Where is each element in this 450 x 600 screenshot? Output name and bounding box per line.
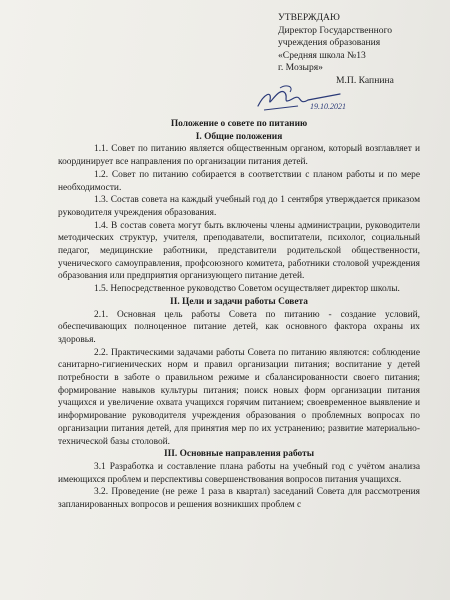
approval-school-name: «Средняя школа №13 [278, 49, 366, 61]
section-heading-directions: III. Основные направления работы [163, 449, 315, 460]
paragraph-3-2: 3.2. Проведение (не реже 1 раза в квартал) заседаний Совета для рассмотрения запланированных вопросов и решения возникших проблем с [58, 487, 420, 511]
section-heading-general: I. Общие положения [195, 131, 283, 142]
approval-signer-name: М.П. Капнина [336, 74, 394, 86]
approval-institution: учреждения образования [278, 37, 381, 48]
approval-heading: УТВЕРЖДАЮ [278, 12, 340, 23]
approval-position: Директор Государственного [278, 24, 393, 36]
paragraph-1-4: 1.4. В состав совета могут быть включены члены администрации, руководители методических структур, учителя, преподаватели, воспитатели, психолог, социальный педагог, медицинские работники, представители родительской общественности, ученического самоуправления, профсоюзного комитета, работники столовой учреждения образования или предприятия организующего питание детей. [58, 220, 420, 282]
document-body [58, 118, 420, 512]
paragraph-1-3: 1.3. Состав совета на каждый учебный год до 1 сентября утверждается приказом руководителя учреждения образования. [58, 195, 420, 218]
signature-date: 19.10.2021 [310, 102, 346, 111]
paragraph-1-2: 1.2. Совет по питанию собирается в соответствии с планом работы и по мере необходимости. [58, 169, 420, 193]
paragraph-2-1: 2.1. Основная цель работы Совета по питанию - создание условий, обеспечивающих полноценное питание детей, как основного фактора охраны их здоровья. [58, 309, 420, 345]
approval-city: г. Мозыря» [278, 62, 323, 73]
paragraph-1-5: 1.5. Непосредственное руководство Советом осуществляет директор школы. [94, 284, 400, 295]
paragraph-2-2: 2.2. Практическими задачами работы Совета по питанию являются: соблюдение санитарно-гигиенических норм и правил организации питания; воспитание у детей потребности в заботе о правильном режиме и сбалансированности своего питания; формирование навыков культуры питания; поиск новых форм организации питания учащихся и увеличение охвата учащихся горячим питанием; своевременное выявление и информирование руководителя учреждения образования о проблемных вопросах по организации питания детей, для принятия мер по их устранению; развитие материально-технической базы столовой. [58, 347, 420, 447]
handwritten-signature [250, 76, 365, 116]
paragraph-3-1: 3.1 Разработка и составление плана работы на учебный год с учётом анализа имеющихся проблем и перспективы совершенствования вопросов питания учащихся. [58, 461, 420, 485]
paragraph-1-1: 1.1. Совет по питанию является общественным органом, который возглавляет и координирует все направления по организации питания детей. [58, 144, 420, 168]
section-heading-goals: II. Цели и задачи работы Совета [170, 296, 308, 307]
document-title: Положение о совете по питанию [170, 119, 308, 129]
